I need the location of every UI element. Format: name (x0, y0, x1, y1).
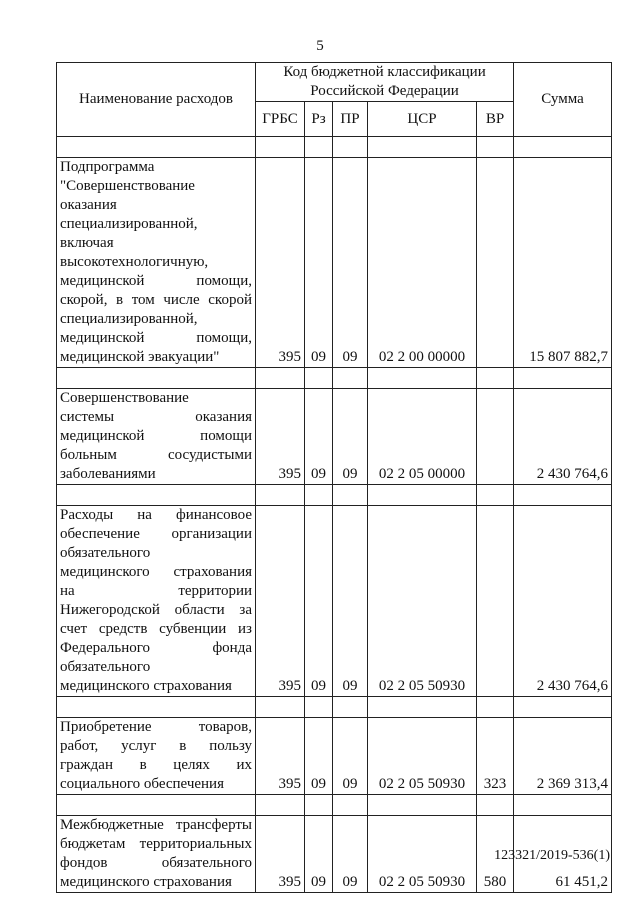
header-sum: Сумма (514, 63, 612, 137)
expense-name-line: Совершенствование (60, 390, 189, 406)
table-row (57, 506, 612, 697)
spacer-cell (305, 697, 333, 718)
header-rz: Рз (305, 102, 333, 137)
expense-name-line: системы оказания (60, 409, 252, 425)
spacer-cell (305, 485, 333, 506)
spacer-cell (514, 485, 612, 506)
code-rz: 09 (305, 816, 333, 893)
expense-name-line: медицинского страхования (60, 874, 232, 890)
amount: 2 369 313,4 (514, 718, 612, 795)
code-grbs: 395 (256, 816, 305, 893)
expense-name-line: включая (60, 235, 114, 251)
header-name: Наименование расходов (57, 63, 256, 137)
spacer-cell (477, 697, 514, 718)
spacer-cell (477, 368, 514, 389)
spacer-cell (477, 485, 514, 506)
expense-name (57, 506, 256, 697)
expense-name (57, 718, 256, 795)
code-vr (477, 389, 514, 485)
spacer-cell (514, 137, 612, 158)
spacer-cell (57, 697, 256, 718)
code-vr: 323 (477, 718, 514, 795)
expense-name-line: Приобретение товаров, (60, 719, 252, 735)
expense-name-line: Нижегородской области за (60, 602, 252, 618)
amount: 61 451,2 (514, 816, 612, 893)
spacer-cell (256, 485, 305, 506)
header-grbs: ГРБС (256, 102, 305, 137)
spacer-cell (305, 795, 333, 816)
expense-name-line: заболеваниями (60, 466, 156, 482)
code-csr: 02 2 05 50930 (368, 816, 477, 893)
expense-name-line: Межбюджетные трансферты (60, 817, 252, 833)
spacer-row (57, 697, 612, 718)
expense-name-line: высокотехнологичную, (60, 254, 209, 270)
header-pr: ПР (333, 102, 368, 137)
spacer-cell (256, 795, 305, 816)
spacer-row (57, 795, 612, 816)
budget-table (56, 62, 612, 893)
expense-name-line: оказания (60, 197, 117, 213)
spacer-cell (333, 795, 368, 816)
code-csr: 02 2 00 00000 (368, 158, 477, 368)
header-vr: ВР (477, 102, 514, 137)
code-grbs: 395 (256, 389, 305, 485)
expense-name-line: Федерального фонда (60, 640, 252, 656)
spacer-cell (256, 697, 305, 718)
expense-name-line: работ, услуг в пользу (60, 738, 252, 754)
expense-name-line: "Совершенствование (60, 178, 195, 194)
expense-name-line: социального обеспечения (60, 776, 224, 792)
spacer-cell (256, 137, 305, 158)
code-pr: 09 (333, 158, 368, 368)
expense-name (57, 158, 256, 368)
spacer-cell (368, 485, 477, 506)
amount: 2 430 764,6 (514, 506, 612, 697)
spacer-cell (333, 485, 368, 506)
spacer-cell (57, 795, 256, 816)
expense-name-line: медицинского страхования (60, 564, 252, 580)
spacer-row (57, 137, 612, 158)
spacer-cell (57, 137, 256, 158)
expense-name-line: Расходы на финансовое (60, 507, 252, 523)
table-row (57, 389, 612, 485)
table-row (57, 158, 612, 368)
spacer-cell (333, 697, 368, 718)
spacer-cell (57, 368, 256, 389)
page-number: 5 (316, 38, 324, 54)
amount: 15 807 882,7 (514, 158, 612, 368)
code-rz: 09 (305, 718, 333, 795)
code-vr: 580 (477, 816, 514, 893)
expense-name-line: счет средств субвенции из (60, 621, 252, 637)
expense-name-line: обязательного (60, 545, 151, 561)
code-rz: 09 (305, 506, 333, 697)
expense-name-line: медицинской помощи, (60, 330, 252, 346)
expense-name-line: медицинской эвакуации" (60, 349, 220, 365)
code-vr (477, 506, 514, 697)
amount: 2 430 764,6 (514, 389, 612, 485)
document-number: 123321/2019-536(1) (494, 848, 610, 863)
expense-name-line: медицинского страхования (60, 678, 232, 694)
header-csr: ЦСР (368, 102, 477, 137)
expense-name-line: скорой, в том числе скорой (60, 292, 252, 308)
expense-name-line: на территории (60, 583, 252, 599)
code-csr: 02 2 05 00000 (368, 389, 477, 485)
expense-name-line: Подпрограмма (60, 159, 155, 175)
code-csr: 02 2 05 50930 (368, 718, 477, 795)
expense-name-line: обеспечение организации (60, 526, 252, 542)
code-grbs: 395 (256, 158, 305, 368)
code-pr: 09 (333, 816, 368, 893)
header-code-group: Код бюджетной классификации Российской Федерации (256, 63, 514, 102)
code-pr: 09 (333, 389, 368, 485)
code-grbs: 395 (256, 506, 305, 697)
spacer-cell (514, 795, 612, 816)
expense-name-line: фондов обязательного (60, 855, 252, 871)
spacer-cell (333, 137, 368, 158)
table-row (57, 718, 612, 795)
expense-name-line: обязательного (60, 659, 151, 675)
spacer-cell (368, 368, 477, 389)
spacer-cell (305, 137, 333, 158)
spacer-cell (368, 795, 477, 816)
spacer-row (57, 485, 612, 506)
expense-name-line: специализированной, (60, 311, 198, 327)
table-body (57, 137, 612, 893)
code-pr: 09 (333, 718, 368, 795)
spacer-cell (57, 485, 256, 506)
code-pr: 09 (333, 506, 368, 697)
spacer-cell (333, 368, 368, 389)
expense-name-line: бюджетам территориальных (60, 836, 252, 852)
header-row-top (57, 63, 612, 102)
code-rz: 09 (305, 389, 333, 485)
expense-name (57, 816, 256, 893)
spacer-cell (305, 368, 333, 389)
code-rz: 09 (305, 158, 333, 368)
spacer-cell (256, 368, 305, 389)
spacer-cell (514, 697, 612, 718)
expense-name-line: больным сосудистыми (60, 447, 252, 463)
expense-name (57, 389, 256, 485)
spacer-cell (477, 795, 514, 816)
expense-name-line: граждан в целях их (60, 757, 252, 773)
spacer-cell (514, 368, 612, 389)
expense-name-line: медицинской помощи, (60, 273, 252, 289)
spacer-cell (368, 697, 477, 718)
code-grbs: 395 (256, 718, 305, 795)
code-csr: 02 2 05 50930 (368, 506, 477, 697)
spacer-cell (368, 137, 477, 158)
spacer-row (57, 368, 612, 389)
spacer-cell (477, 137, 514, 158)
expense-name-line: специализированной, (60, 216, 198, 232)
expense-name-line: медицинской помощи (60, 428, 252, 444)
code-vr (477, 158, 514, 368)
